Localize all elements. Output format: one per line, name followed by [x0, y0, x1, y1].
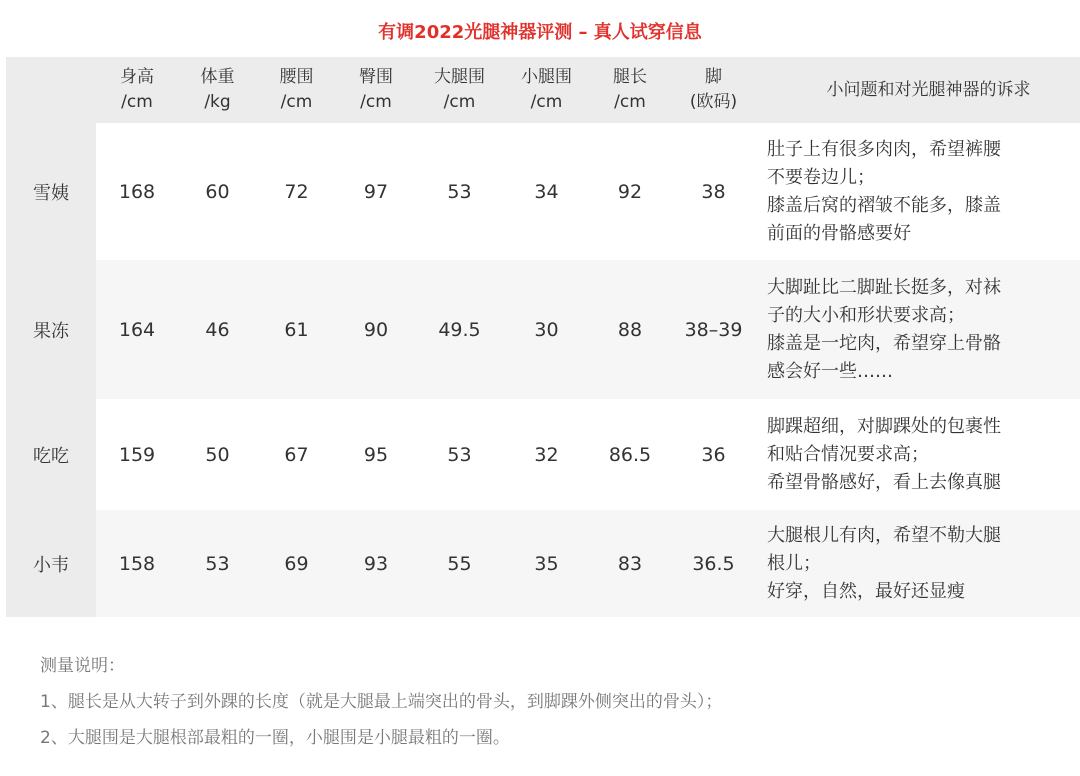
table-row: [6, 260, 1080, 399]
measurement-notes: [40, 648, 1060, 756]
cell-height: 158: [96, 510, 178, 617]
header-cell: 身高 /cm: [96, 57, 178, 123]
cell-thigh: 53: [447, 443, 472, 466]
cell-notes: 肚子上有很多肉肉，希望裤腰 不要卷边儿； 膝盖后窝的褶皱不能多，膝盖 前面的骨骼感要好: [767, 138, 1001, 244]
cell-hip: 95: [363, 443, 389, 466]
cell-height: 159: [118, 443, 156, 466]
cell-waist: 67: [284, 443, 309, 466]
cell-waist: 69: [257, 510, 336, 617]
table-row: [6, 123, 1080, 260]
cell-leg-length: 88: [590, 260, 670, 399]
cell-waist: 61: [257, 260, 336, 399]
cell-weight: 50: [205, 443, 230, 466]
cell-notes: 大腿根儿有肉，希望不勒大腿 根儿； 好穿，自然，最好还显瘦: [757, 510, 1080, 617]
header-cell: 脚 (欧码): [670, 57, 757, 123]
cell-leg-length: 83: [590, 510, 670, 617]
cell-foot: 38: [701, 180, 726, 203]
cell-hip: 90: [336, 260, 416, 399]
cell-thigh: 53: [447, 180, 472, 203]
header-cell-blank: [6, 57, 96, 123]
cell-notes: 脚踝超细，对脚踝处的包裹性 和贴合情况要求高； 希望骨骼感好，看上去像真腿: [767, 415, 1001, 493]
cell-foot: 36.5: [670, 510, 757, 617]
header-cell: 腰围 /cm: [257, 57, 336, 123]
header-cell: 臀围 /cm: [336, 57, 416, 123]
measurement-table: [6, 57, 1080, 617]
cell-weight: 60: [205, 180, 230, 203]
cell-calf: 35: [503, 510, 590, 617]
cell-foot: 38–39: [670, 260, 757, 399]
cell-waist: 72: [284, 180, 309, 203]
header-cell: 腿长 /cm: [590, 57, 670, 123]
table-row: [6, 510, 1080, 617]
row-name: 果冻: [6, 260, 96, 399]
cell-thigh: 49.5: [416, 260, 503, 399]
cell-calf: 30: [503, 260, 590, 399]
cell-leg-length: 92: [617, 180, 643, 203]
cell-hip: 93: [336, 510, 416, 617]
header-cell: 小腿围 /cm: [503, 57, 590, 123]
cell-leg-length: 86.5: [608, 443, 652, 466]
cell-height: 164: [96, 260, 178, 399]
page-title: 有调2022光腿神器评测 – 真人试穿信息: [378, 22, 702, 43]
cell-weight: 46: [178, 260, 257, 399]
header-cell: 大腿围 /cm: [416, 57, 503, 123]
cell-calf: 32: [534, 443, 559, 466]
cell-calf: 34: [534, 180, 559, 203]
notes-heading: 测量说明：: [40, 656, 125, 676]
cell-weight: 53: [178, 510, 257, 617]
notes-item: 2、大腿围是大腿根部最粗的一圈，小腿围是小腿最粗的一圈。: [40, 728, 510, 748]
cell-thigh: 55: [416, 510, 503, 617]
table-row: [6, 399, 1080, 510]
cell-notes: 大脚趾比二脚趾长挺多，对袜 子的大小和形状要求高； 膝盖是一坨肉，希望穿上骨骼 感会好一些……: [757, 260, 1080, 399]
cell-height: 168: [118, 180, 156, 203]
row-name: 小韦: [6, 510, 96, 617]
header-cell: 体重 /kg: [178, 57, 257, 123]
row-name: 雪姨: [6, 123, 96, 260]
cell-hip: 97: [363, 180, 389, 203]
header-cell-notes: 小问题和对光腿神器的诉求: [757, 57, 1080, 123]
notes-item: 1、腿长是从大转子到外踝的长度（就是大腿最上端突出的骨头，到脚踝外侧突出的骨头）；: [40, 692, 723, 712]
cell-foot: 36: [701, 443, 726, 466]
table-header-row: [6, 57, 1080, 123]
row-name: 吃吃: [6, 399, 96, 510]
